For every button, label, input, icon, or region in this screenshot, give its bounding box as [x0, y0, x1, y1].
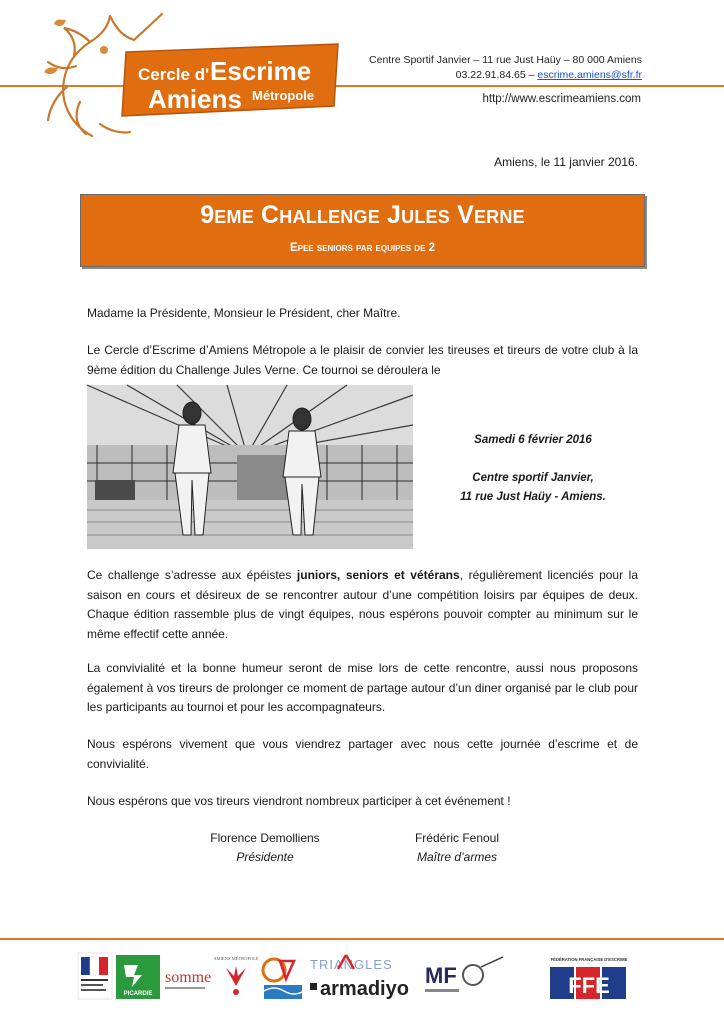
closing-paragraph: Nous espérons que vos tireurs viendront nombreux participer à cet événement ! — [87, 794, 511, 808]
fencers-illustration — [87, 385, 413, 549]
ffe-logo — [548, 955, 630, 1003]
event-subtitle: Epee seniors par equipes de 2 — [289, 242, 436, 254]
signature-master — [392, 829, 522, 867]
phone: 03.22.91.84.65 – — [455, 69, 538, 81]
hope-paragraph: Nous espérons vivement que vous viendrez partager avec nous cette journée d’escrime et de convivialité. — [87, 737, 638, 771]
signature-president — [190, 829, 340, 867]
somme-department-logo — [163, 958, 213, 998]
event-date: Samedi 6 février 2016 — [474, 434, 592, 446]
conviviality-paragraph: La convivialité et la bonne humeur seront de mise lors de cette rencontre, aussi nous proposons également à vos tireurs de prolonger ce moment de partage autour d’un diner organisé par le club pour les participants au tournoi et pour les accompagnateurs. — [87, 661, 638, 714]
signature-role: Présidente — [236, 850, 294, 864]
logo-line-escrime: Escrime — [210, 56, 312, 86]
website-url[interactable]: http://www.escrimeamiens.com — [482, 93, 641, 105]
signature-name: Frédéric Fenoul — [414, 831, 500, 845]
amiens-metropole-logo — [213, 952, 259, 1000]
mf-label: MF — [425, 963, 457, 988]
intro-paragraph: Le Cercle d’Escrime d’Amiens Métropole a le plaisir de convier les tireuses et tireurs de votre club à la 9ème édition du Challenge Jules Verne. Ce tournoi se déroulera le — [87, 343, 638, 377]
club-logo — [30, 6, 342, 144]
ffe-label: FFE — [568, 973, 610, 998]
somme-label: somme — [165, 969, 212, 986]
mf-logo — [423, 955, 505, 999]
phone-email-line — [369, 68, 642, 83]
event-place-line2: 11 rue Just Haüy - Amiens. — [460, 491, 606, 503]
logo-line-cercle: Cercle d' — [138, 65, 210, 84]
audience-text-before: Ce challenge s’adresse aux épéistes — [87, 568, 297, 582]
title-box — [80, 194, 645, 267]
address: Centre Sportif Janvier – 11 rue Just Haüy – 80 000 Amiens — [369, 54, 642, 66]
footer-rule — [0, 938, 724, 940]
event-place-line1: Centre sportif Janvier, — [472, 472, 594, 484]
republique-francaise-logo — [78, 953, 112, 999]
picardie-label: PICARDIE — [123, 991, 153, 997]
signature-name: Florence Demolliens — [210, 831, 320, 845]
audience-paragraph — [87, 566, 638, 644]
csa-logo — [260, 955, 306, 1001]
audience-categories: juniors, seniors et vétérans — [296, 568, 460, 582]
logo-line-amiens: Amiens — [148, 84, 242, 114]
signature-role: Maître d’armes — [416, 850, 498, 864]
audience-text-after: , régulièrement licenciés pour la saison en cours et désireux de se rencontrer autour d’une compétition loisirs par équipes de deux. Chaque édition rassemble plus de vingt équipes, nous espérons pouvoir compter au minimum sur le même effectif cette année. — [87, 568, 638, 641]
letter-date: Amiens, le 11 janvier 2016. — [494, 155, 638, 169]
event-title: 9eme Challenge Jules Verne — [200, 201, 525, 229]
triangles-label: TRIANGLES — [310, 957, 393, 972]
salutation: Madame la Présidente, Monsieur le Président, cher Maître. — [87, 306, 401, 320]
armadiyo-label: armadiyo — [320, 978, 409, 1000]
picardie-region-logo — [116, 955, 160, 999]
contact-block — [369, 53, 642, 83]
amiens-label: AMIENS MÉTROPOLE — [213, 956, 259, 961]
logo-line-metropole: Métropole — [252, 88, 315, 103]
triangles-armadiyo-logo — [308, 953, 416, 1001]
ffe-caption: FÉDÉRATION FRANÇAISE D'ESCRIME — [550, 957, 628, 962]
email-link[interactable]: escrime.amiens@sfr.fr — [537, 69, 642, 81]
